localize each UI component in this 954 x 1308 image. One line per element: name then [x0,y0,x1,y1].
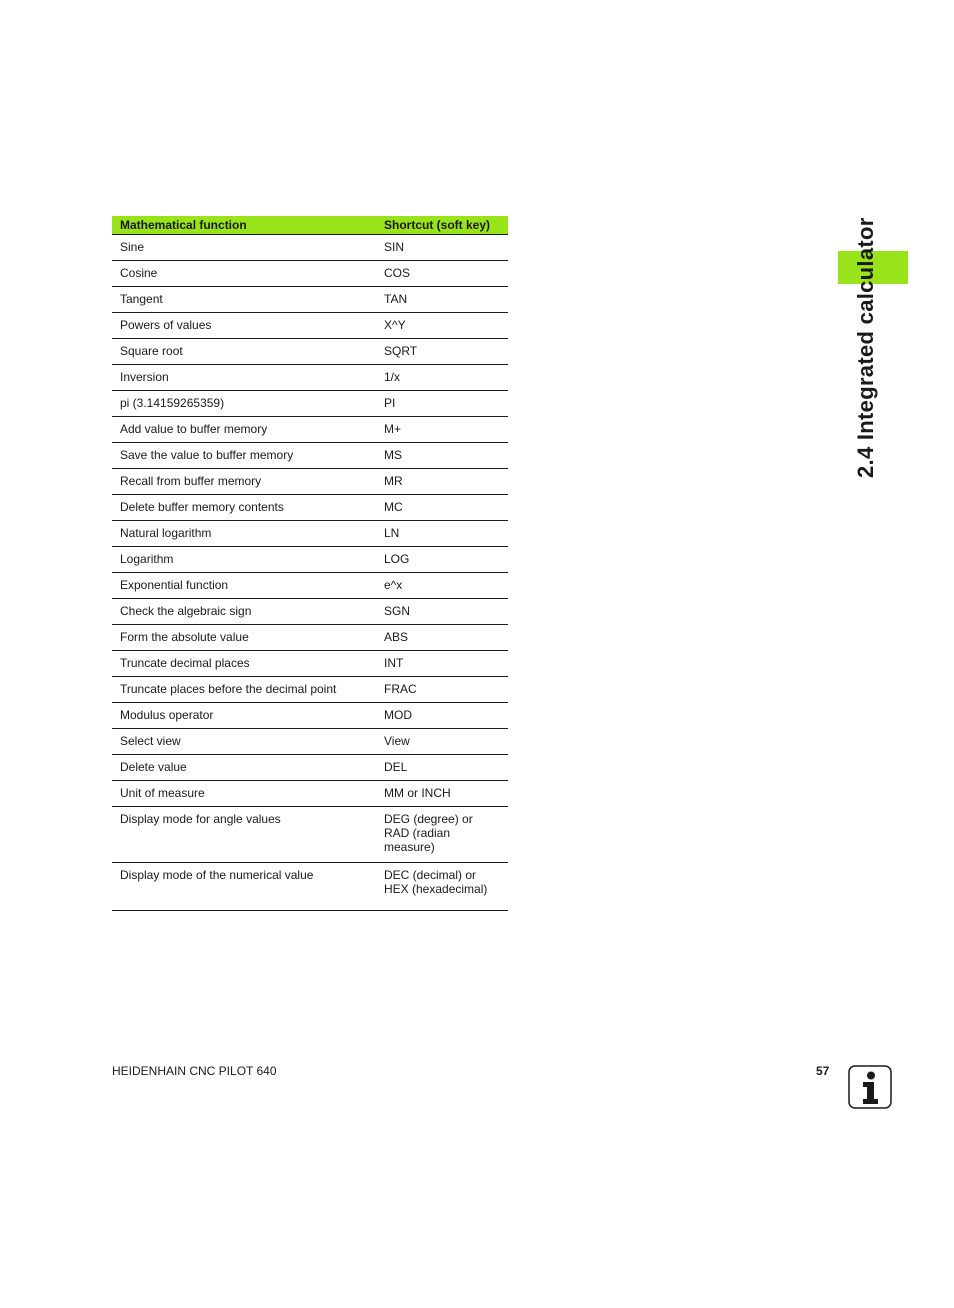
function-cell: Display mode for angle values [112,807,376,863]
shortcut-cell: PI [376,391,508,417]
table-row [112,651,508,677]
function-cell: Cosine [112,261,376,287]
table-row [112,729,508,755]
table-row [112,781,508,807]
shortcut-cell: ABS [376,625,508,651]
function-cell: Delete buffer memory contents [112,495,376,521]
calculator-functions-table [112,216,508,911]
function-cell: Modulus operator [112,703,376,729]
shortcut-cell: MS [376,443,508,469]
function-cell: Unit of measure [112,781,376,807]
function-cell: Square root [112,339,376,365]
shortcut-cell: TAN [376,287,508,313]
info-icon [848,1065,892,1109]
function-cell: Exponential function [112,573,376,599]
footer-product-name: HEIDENHAIN CNC PILOT 640 [112,1064,277,1078]
table-row [112,443,508,469]
shortcut-cell: SGN [376,599,508,625]
shortcut-cell: MC [376,495,508,521]
function-cell: Sine [112,235,376,261]
shortcut-cell: X^Y [376,313,508,339]
shortcut-cell: M+ [376,417,508,443]
table-row [112,573,508,599]
header-function: Mathematical function [112,216,376,235]
table-row [112,339,508,365]
function-cell: Truncate places before the decimal point [112,677,376,703]
header-shortcut: Shortcut (soft key) [376,216,508,235]
table-row [112,677,508,703]
shortcut-cell: MR [376,469,508,495]
function-cell: Save the value to buffer memory [112,443,376,469]
table-row [112,521,508,547]
function-cell: Powers of values [112,313,376,339]
table-row [112,417,508,443]
shortcut-cell: SIN [376,235,508,261]
function-cell: Truncate decimal places [112,651,376,677]
table-row [112,599,508,625]
shortcut-cell: DEC (decimal) or HEX (hexadecimal) [376,863,508,911]
shortcut-cell: MOD [376,703,508,729]
shortcut-cell: e^x [376,573,508,599]
table-row [112,625,508,651]
table-row [112,235,508,261]
page-number: 57 [816,1064,830,1078]
shortcut-cell: MM or INCH [376,781,508,807]
shortcut-cell: DEG (degree) or RAD (radian measure) [376,807,508,863]
shortcut-cell: View [376,729,508,755]
shortcut-cell: LN [376,521,508,547]
table-row [112,495,508,521]
shortcut-cell: 1/x [376,365,508,391]
section-title-text: 2.4 Integrated calculator [853,217,878,478]
table-row [112,863,508,911]
table-row [112,469,508,495]
function-cell: pi (3.14159265359) [112,391,376,417]
function-cell: Recall from buffer memory [112,469,376,495]
function-cell: Natural logarithm [112,521,376,547]
shortcut-cell: SQRT [376,339,508,365]
function-cell: Add value to buffer memory [112,417,376,443]
function-cell: Select view [112,729,376,755]
function-cell: Display mode of the numerical value [112,863,376,911]
table-row [112,261,508,287]
shortcut-cell: INT [376,651,508,677]
shortcut-cell: DEL [376,755,508,781]
table-row [112,391,508,417]
table-row [112,313,508,339]
function-cell: Check the algebraic sign [112,599,376,625]
function-cell: Inversion [112,365,376,391]
function-cell: Form the absolute value [112,625,376,651]
table-row [112,755,508,781]
table-row [112,365,508,391]
function-cell: Delete value [112,755,376,781]
table-row [112,703,508,729]
table-row [112,287,508,313]
table-row [112,547,508,573]
shortcut-cell: COS [376,261,508,287]
function-cell: Tangent [112,287,376,313]
shortcut-cell: LOG [376,547,508,573]
function-cell: Logarithm [112,547,376,573]
table-header-row [112,216,508,235]
shortcut-cell: FRAC [376,677,508,703]
table-row [112,807,508,863]
